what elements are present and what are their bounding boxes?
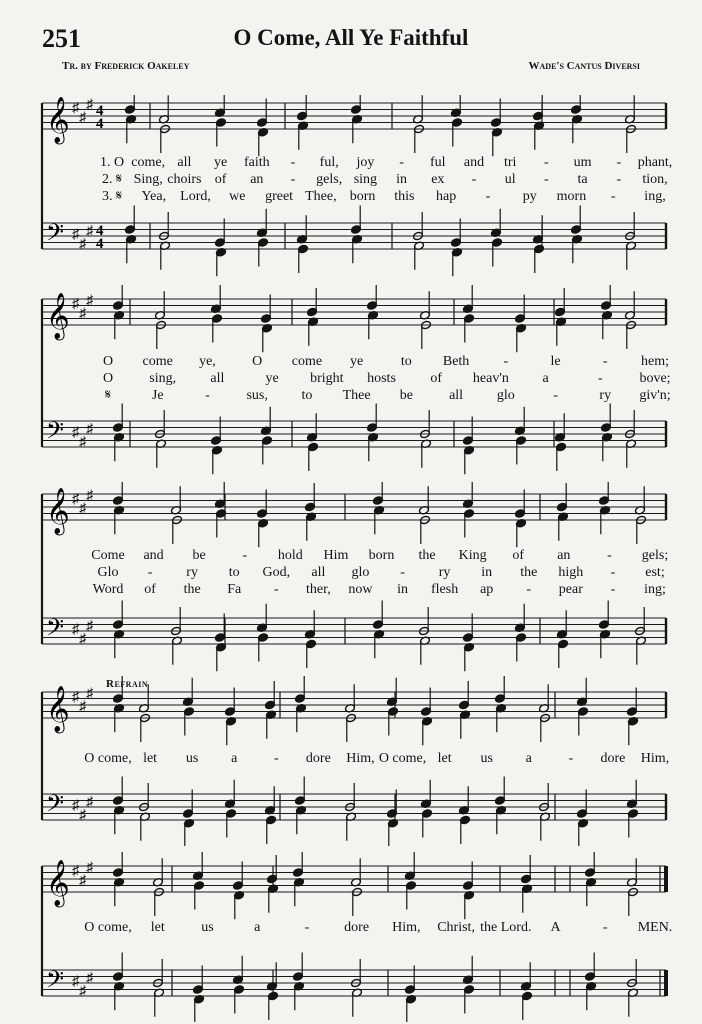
sharp-sign: ♯ [79, 873, 86, 889]
sharp-sign: ♯ [72, 296, 79, 312]
lyric-line-verse-1 [0, 155, 702, 173]
lyric-syllable: O come, [84, 920, 132, 935]
lyric-line-verse-1 [0, 548, 702, 566]
lyric-syllable: morn [556, 189, 587, 204]
lyric-syllable: in [397, 582, 408, 597]
lyric-syllable: sus, [246, 388, 268, 403]
lyric-syllable: ing; [644, 582, 666, 597]
lyric-syllable: - [290, 155, 296, 170]
lyric-syllable: Glo [97, 565, 119, 580]
lyric-syllable: the [520, 565, 538, 580]
sharp-sign: ♯ [72, 491, 79, 507]
lyric-syllable: ful, [319, 155, 339, 170]
lyric-syllable: MEN. [637, 920, 673, 935]
lyric-syllable: gels, [316, 172, 343, 187]
sharp-sign: ♯ [72, 798, 79, 814]
lyric-syllable: ap [480, 582, 494, 597]
lyric-syllable: let [143, 751, 158, 766]
lyric-syllable: an [250, 172, 264, 187]
lyric-syllable: - [568, 751, 574, 766]
lyric-syllable: A [550, 920, 561, 935]
lyric-syllable: ing, [644, 189, 666, 204]
lyric-syllable: a [525, 751, 532, 766]
lyric-syllable: - [602, 920, 608, 935]
sharp-sign: ♯ [86, 860, 93, 876]
lyric-syllable: glo [351, 565, 370, 580]
lyric-syllable: us [480, 751, 493, 766]
lyric-syllable: py [522, 189, 537, 204]
lyric-line-verse-2 [0, 172, 702, 190]
lyric-syllable: ye [213, 155, 228, 170]
time-signature-bottom: 4 [96, 116, 104, 132]
lyric-syllable: sing, [149, 371, 177, 386]
lyric-syllable: ul [504, 172, 516, 187]
lyric-syllable: ry [438, 565, 451, 580]
lyric-syllable: O [102, 371, 114, 386]
lyric-syllable: flesh [431, 582, 459, 597]
lyric-syllable: bright [310, 371, 344, 386]
lyric-syllable: Beth [442, 354, 470, 369]
lyric-syllable: Yea, [141, 189, 167, 204]
lyric-syllable: Word [92, 582, 124, 597]
lyric-syllable: ther, [306, 582, 331, 597]
treble-clef: 𝄞 [46, 488, 70, 534]
lyric-syllable: - [610, 565, 616, 580]
lyric-syllable: Him, [346, 751, 375, 766]
lyric-syllable: us [185, 751, 199, 766]
lyric-syllable: 1. O [99, 155, 125, 170]
lyric-syllable: born [368, 548, 395, 563]
lyric-syllable: gels; [641, 548, 669, 563]
lyric-syllable: this [394, 189, 415, 204]
lyric-syllable: all [177, 155, 192, 170]
lyric-syllable: King [458, 548, 487, 563]
sharp-sign: ♯ [86, 971, 93, 987]
lyric-syllable: - [503, 354, 509, 369]
lyric-syllable: - [147, 565, 153, 580]
lyric-syllable: Lord, [180, 189, 211, 204]
bass-staff [42, 966, 666, 1000]
lyric-syllable: Thee [342, 388, 371, 403]
lyric-syllable: 2. 𝄋 [101, 172, 123, 187]
lyric-syllable: Fa [227, 582, 242, 597]
lyric-syllable: us [201, 920, 214, 935]
lyric-syllable: let [150, 920, 165, 935]
lyric-syllable: tion, [642, 172, 668, 187]
lyric-syllable: all [311, 565, 326, 580]
lyric-syllable: - [273, 751, 279, 766]
lyric-syllable: of [430, 371, 443, 386]
sharp-sign: ♯ [79, 699, 86, 715]
lyric-syllable: O [102, 354, 114, 369]
sharp-sign: ♯ [79, 306, 86, 322]
sharp-sign: ♯ [86, 422, 93, 438]
lyric-line-verse-1 [0, 920, 702, 938]
lyric-syllable: the [418, 548, 436, 563]
treble-clef: 𝄞 [46, 293, 70, 339]
time-signature-top: 4 [96, 103, 104, 119]
translator-credit: Tr. by Frederick Oakeley [62, 60, 190, 72]
lyric-syllable: Thee, [305, 189, 337, 204]
lyric-syllable: ry [186, 565, 198, 580]
lyric-line-verse-1 [0, 751, 702, 769]
lyric-syllable: dore [344, 920, 370, 935]
lyric-syllable: a [231, 751, 238, 766]
lyric-syllable: be [192, 548, 206, 563]
sharp-sign: ♯ [72, 689, 79, 705]
lyric-line-verse-3 [0, 582, 702, 600]
lyric-syllable: pear [558, 582, 583, 597]
lyric-syllable: ex [431, 172, 445, 187]
lyric-syllable: Christ, [437, 920, 475, 935]
hymn-title: O Come, All Ye Faithful [233, 25, 469, 50]
lyric-syllable: ta [577, 172, 588, 187]
lyric-line-verse-3 [0, 388, 702, 406]
lyric-syllable: - [399, 155, 404, 170]
lyric-syllable: to [301, 388, 313, 403]
sharp-sign: ♯ [86, 795, 93, 811]
lyric-syllable: 3. 𝄋 [101, 189, 123, 204]
lyric-syllable: born [349, 189, 376, 204]
lyric-line-verse-2 [0, 565, 702, 583]
sharp-sign: ♯ [86, 224, 93, 240]
sharp-sign: ♯ [86, 686, 93, 702]
hymn-number: 251 [42, 24, 81, 53]
lyric-syllable: O come, [378, 751, 427, 766]
lyric-syllable: - [610, 582, 616, 597]
lyric-syllable: heav'n [472, 371, 509, 386]
treble-clef: 𝄞 [46, 686, 70, 732]
lyric-syllable: dore [600, 751, 626, 766]
lyric-syllable: 𝄋 [104, 388, 112, 403]
sharp-sign: ♯ [79, 110, 86, 126]
lyric-syllable: all [449, 388, 464, 403]
lyric-syllable: - [471, 172, 477, 187]
lyric-syllable: dore [305, 751, 331, 766]
lyric-syllable: of [214, 172, 227, 187]
lyric-syllable: let [437, 751, 452, 766]
treble-staff [42, 293, 666, 341]
lyric-syllable: of [144, 582, 156, 597]
sharp-sign: ♯ [79, 632, 86, 648]
bass-clef: 𝄢 [46, 965, 65, 999]
lyric-syllable: - [597, 371, 603, 386]
lyric-syllable: ry [599, 388, 612, 403]
lyric-syllable: sing [353, 172, 378, 187]
bass-staff [42, 614, 666, 648]
lyric-syllable: - [485, 189, 491, 204]
treble-staff [42, 488, 666, 536]
lyric-syllable: now [348, 582, 373, 597]
lyric-syllable: le [550, 354, 561, 369]
sharp-sign: ♯ [72, 863, 79, 879]
bass-clef: 𝄢 [46, 218, 65, 252]
lyric-syllable: ful [430, 155, 446, 170]
lyric-syllable: hosts [367, 371, 396, 386]
lyric-syllable: and [463, 155, 485, 170]
sharp-sign: ♯ [86, 488, 93, 504]
bass-clef: 𝄢 [46, 416, 65, 450]
lyric-syllable: - [607, 548, 612, 563]
lyric-syllable: to [400, 354, 412, 369]
lyric-syllable: Him [323, 548, 349, 563]
time-signature-top: 4 [96, 223, 104, 239]
lyric-syllable: - [616, 172, 622, 187]
hymn-header [0, 0, 702, 80]
sharp-sign: ♯ [79, 237, 86, 253]
lyric-syllable: an [557, 548, 571, 563]
lyric-syllable: tri [503, 155, 517, 170]
lyric-syllable: - [205, 388, 210, 403]
lyric-syllable: in [396, 172, 408, 187]
lyric-syllable: hold [277, 548, 303, 563]
sharp-sign: ♯ [72, 974, 79, 990]
lyric-syllable: Je [151, 388, 164, 403]
lyric-syllable: high [558, 565, 584, 580]
lyric-syllable: - [544, 155, 549, 170]
lyric-syllable: in [481, 565, 493, 580]
lyric-syllable: est; [645, 565, 665, 580]
sharp-sign: ♯ [79, 808, 86, 824]
lyric-syllable: - [602, 354, 608, 369]
lyric-syllable: and [143, 548, 164, 563]
lyric-syllable: bove; [639, 371, 671, 386]
lyric-syllable: greet [265, 189, 294, 204]
bass-clef: 𝄢 [46, 789, 65, 823]
lyric-syllable: giv'n; [639, 388, 671, 403]
lyric-syllable: - [304, 920, 310, 935]
sharp-sign: ♯ [86, 619, 93, 635]
sharp-sign: ♯ [79, 984, 86, 1000]
lyric-syllable: ye [265, 371, 279, 386]
lyric-syllable: the Lord. [480, 920, 532, 935]
lyric-syllable: Come [91, 548, 125, 563]
lyric-syllable: ye, [199, 354, 216, 369]
lyric-line-verse-1 [0, 354, 702, 372]
lyric-syllable: joy [356, 155, 375, 170]
lyric-syllable: - [526, 582, 532, 597]
tune-source-credit: Wade's Cantus Diversi [528, 60, 640, 72]
lyric-syllable: - [400, 565, 405, 580]
lyric-syllable: a [542, 371, 549, 386]
lyric-syllable: faith [243, 155, 270, 170]
lyric-syllable: - [616, 155, 622, 170]
lyric-syllable: of [512, 548, 525, 563]
lyric-syllable: Him, [392, 920, 421, 935]
lyric-syllable: glo [496, 388, 515, 403]
lyric-syllable: come, [131, 155, 166, 170]
lyric-syllable: choirs [167, 172, 202, 187]
sharp-sign: ♯ [72, 227, 79, 243]
treble-clef: 𝄞 [46, 97, 70, 143]
sharp-sign: ♯ [72, 425, 79, 441]
lyric-syllable: O [252, 354, 263, 369]
sharp-sign: ♯ [72, 622, 79, 638]
lyric-syllable: O come, [84, 751, 132, 766]
sharp-sign: ♯ [86, 293, 93, 309]
lyric-syllable: all [210, 371, 225, 386]
lyric-syllable: - [544, 172, 549, 187]
treble-clef: 𝄞 [46, 860, 70, 906]
lyric-syllable: hem; [641, 354, 669, 369]
lyric-line-verse-3 [0, 189, 702, 207]
lyric-syllable: um [573, 155, 592, 170]
sharp-sign: ♯ [72, 100, 79, 116]
lyric-syllable: we [229, 189, 246, 204]
treble-staff [42, 860, 666, 908]
time-signature-bottom: 4 [96, 236, 104, 252]
lyric-syllable: be [399, 388, 413, 403]
bass-staff [42, 417, 666, 451]
refrain-label: Refrain [106, 678, 149, 690]
lyric-syllable: - [610, 189, 616, 204]
lyric-syllable: God, [262, 565, 291, 580]
lyric-syllable: the [183, 582, 201, 597]
lyric-syllable: - [290, 172, 296, 187]
lyric-syllable: - [553, 388, 558, 403]
sharp-sign: ♯ [79, 435, 86, 451]
lyric-syllable: - [273, 582, 279, 597]
sharp-sign: ♯ [79, 501, 86, 517]
sharp-sign: ♯ [86, 97, 93, 113]
lyric-syllable: come [291, 354, 323, 369]
lyric-syllable: ye [350, 354, 364, 369]
lyric-syllable: - [242, 548, 248, 563]
lyric-line-verse-2 [0, 371, 702, 389]
lyric-syllable: Sing, [133, 172, 163, 187]
lyric-syllable: a [254, 920, 261, 935]
lyric-syllable: come [142, 354, 173, 369]
lyric-syllable: to [228, 565, 240, 580]
lyric-syllable: hap [436, 189, 457, 204]
lyric-syllable: phant, [637, 155, 673, 170]
lyric-syllable: Him, [640, 751, 670, 766]
bass-clef: 𝄢 [46, 613, 65, 647]
